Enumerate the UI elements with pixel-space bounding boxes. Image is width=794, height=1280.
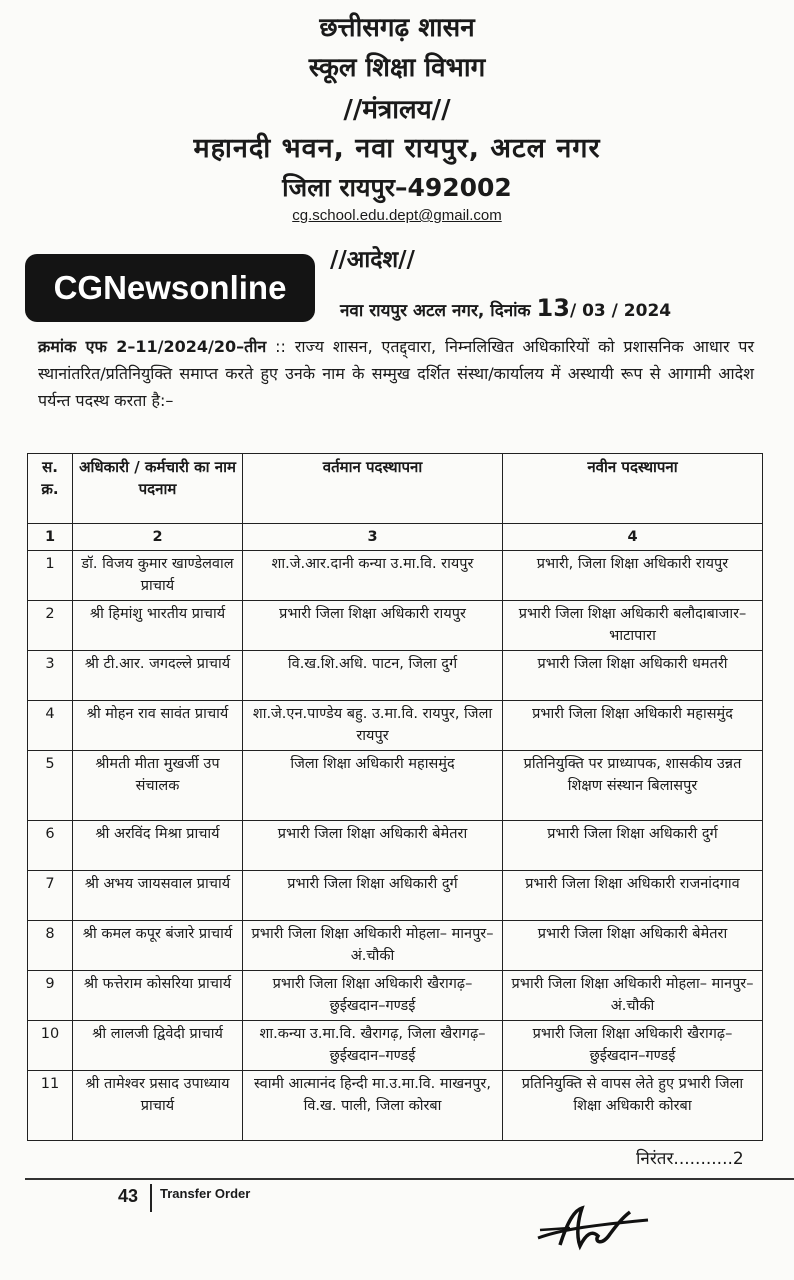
cell-officer: श्री हिमांशु भारतीय प्राचार्य	[73, 601, 243, 651]
table-row	[28, 921, 763, 971]
watermark-badge: CGNewsonline	[25, 254, 315, 322]
cell-serial: 4	[28, 701, 73, 751]
govt-name: छत्तीसगढ़ शासन	[319, 13, 475, 43]
cell-current-posting: प्रभारी जिला शिक्षा अधिकारी रायपुर	[243, 601, 503, 651]
cell-officer: श्री मोहन राव सावंत प्राचार्य	[73, 701, 243, 751]
district-line: जिला रायपुर–492002	[282, 173, 512, 202]
cell-new-posting: प्रभारी जिला शिक्षा अधिकारी खैरागढ़– छुईखदान–गण्डई	[503, 1021, 763, 1071]
cell-officer: श्री फत्तेराम कोसरिया प्राचार्य	[73, 971, 243, 1021]
cell-new-posting: प्रभारी जिला शिक्षा अधिकारी महासमुंद	[503, 701, 763, 751]
cell-current-posting: प्रभारी जिला शिक्षा अधिकारी मोहला– मानपुर–अं.चौकी	[243, 921, 503, 971]
cell-serial: 10	[28, 1021, 73, 1071]
cell-current-posting: प्रभारी जिला शिक्षा अधिकारी दुर्ग	[243, 871, 503, 921]
table-row	[28, 971, 763, 1021]
order-text: :: राज्य शासन, एतद्द्वारा, निम्नलिखित अधिकारियों को प्रशासनिक आधार पर स्थानांतरित/प्रतिनियुक्ति समाप्त करते हुए उनके नाम के सम्मुख दर्शित संस्था/कार्यालय में अस्थायी रूप से आगामी आदेश पर्यन्त पदस्थ करता है:–	[38, 337, 755, 410]
cell-serial: 3	[28, 651, 73, 701]
table-row	[28, 751, 763, 821]
cell-current-posting: स्वामी आत्मानंद हिन्दी मा.उ.मा.वि. माखनपुर, वि.ख. पाली, जिला कोरबा	[243, 1071, 503, 1141]
cell-current-posting: शा.जे.एन.पाण्डेय बहु. उ.मा.वि. रायपुर, जिला रायपुर	[243, 701, 503, 751]
ministry-label: //मंत्रालय//	[343, 95, 451, 125]
continued-label: निरंतर...........2	[636, 1149, 744, 1169]
cell-officer: श्री टी.आर. जगदल्ले प्राचार्य	[73, 651, 243, 701]
column-number: 4	[503, 524, 763, 551]
cell-officer: श्री अभय जायसवाल प्राचार्य	[73, 871, 243, 921]
department-email: cg.school.edu.dept@gmail.com	[292, 207, 502, 224]
cell-serial: 6	[28, 821, 73, 871]
cell-serial: 9	[28, 971, 73, 1021]
header-serial: स. क्र.	[28, 454, 73, 524]
cell-serial: 7	[28, 871, 73, 921]
header-current-posting: वर्तमान पदस्थापना	[243, 454, 503, 524]
cell-current-posting: जिला शिक्षा अधिकारी महासमुंद	[243, 751, 503, 821]
cell-new-posting: प्रभारी जिला शिक्षा अधिकारी धमतरी	[503, 651, 763, 701]
cell-new-posting: प्रतिनियुक्ति से वापस लेते हुए प्रभारी जिला शिक्षा अधिकारी कोरबा	[503, 1071, 763, 1141]
column-number: 3	[243, 524, 503, 551]
cell-officer: श्री कमल कपूर बंजारे प्राचार्य	[73, 921, 243, 971]
transfer-table	[27, 453, 763, 1141]
column-number: 1	[28, 524, 73, 551]
cell-serial: 1	[28, 551, 73, 601]
page-number: 43	[118, 1186, 139, 1206]
dateline-prefix: नवा रायपुर अटल नगर, दिनांक	[340, 301, 531, 321]
table-row	[28, 701, 763, 751]
table-row	[28, 651, 763, 701]
dateline-rest: / 03 / 2024	[569, 301, 672, 321]
cell-current-posting: प्रभारी जिला शिक्षा अधिकारी बेमेतरा	[243, 821, 503, 871]
table-row	[28, 821, 763, 871]
table-row	[28, 551, 763, 601]
cell-current-posting: वि.ख.शि.अधि. पाटन, जिला दुर्ग	[243, 651, 503, 701]
cell-officer: श्री अरविंद मिश्रा प्राचार्य	[73, 821, 243, 871]
dateline-day: 13	[536, 294, 570, 322]
footer-label: Transfer Order	[160, 1186, 251, 1201]
table-row	[28, 601, 763, 651]
cell-officer: श्री तामेश्वर प्रसाद उपाध्याय प्राचार्य	[73, 1071, 243, 1141]
cell-new-posting: प्रतिनियुक्ति पर प्राध्यापक, शासकीय उन्नत शिक्षण संस्थान बिलासपुर	[503, 751, 763, 821]
cell-serial: 11	[28, 1071, 73, 1141]
cell-current-posting: शा.कन्या उ.मा.वि. खैरागढ़, जिला खैरागढ़–छुईखदान–गण्डई	[243, 1021, 503, 1071]
footer-divider	[25, 1178, 794, 1180]
cell-current-posting: प्रभारी जिला शिक्षा अधिकारी खैरागढ़– छुईखदान–गण्डई	[243, 971, 503, 1021]
department-name: स्कूल शिक्षा विभाग	[308, 53, 486, 83]
cell-current-posting: शा.जे.आर.दानी कन्या उ.मा.वि. रायपुर	[243, 551, 503, 601]
cell-new-posting: प्रभारी जिला शिक्षा अधिकारी बलौदाबाजार–भाटापारा	[503, 601, 763, 651]
cell-officer: डॉ. विजय कुमार खाण्डेलवाल प्राचार्य	[73, 551, 243, 601]
order-title: //आदेश//	[330, 247, 415, 273]
cell-new-posting: प्रभारी, जिला शिक्षा अधिकारी रायपुर	[503, 551, 763, 601]
header-new-posting: नवीन पदस्थापना	[503, 454, 763, 524]
table-row	[28, 871, 763, 921]
table-row	[28, 1071, 763, 1141]
reference-number: क्रमांक एफ 2–11/2024/20–तीन	[38, 337, 267, 356]
dateline	[340, 294, 671, 322]
cell-serial: 8	[28, 921, 73, 971]
table-body	[28, 551, 763, 1141]
cell-new-posting: प्रभारी जिला शिक्षा अधिकारी दुर्ग	[503, 821, 763, 871]
cell-serial: 2	[28, 601, 73, 651]
header-officer: अधिकारी / कर्मचारी का नाम पदनाम	[73, 454, 243, 524]
footer-separator	[150, 1184, 152, 1212]
cell-new-posting: प्रभारी जिला शिक्षा अधिकारी बेमेतरा	[503, 921, 763, 971]
order-paragraph	[38, 333, 754, 414]
column-number: 2	[73, 524, 243, 551]
cell-officer: श्रीमती मीता मुखर्जी उप संचालक	[73, 751, 243, 821]
cell-new-posting: प्रभारी जिला शिक्षा अधिकारी राजनांदगाव	[503, 871, 763, 921]
table-row	[28, 1021, 763, 1071]
cell-officer: श्री लालजी द्विवेदी प्राचार्य	[73, 1021, 243, 1071]
cell-new-posting: प्रभारी जिला शिक्षा अधिकारी मोहला– मानपुर–अं.चौकी	[503, 971, 763, 1021]
cell-serial: 5	[28, 751, 73, 821]
address-line: महानदी भवन, नवा रायपुर, अटल नगर	[193, 133, 601, 164]
signature	[530, 1190, 660, 1260]
